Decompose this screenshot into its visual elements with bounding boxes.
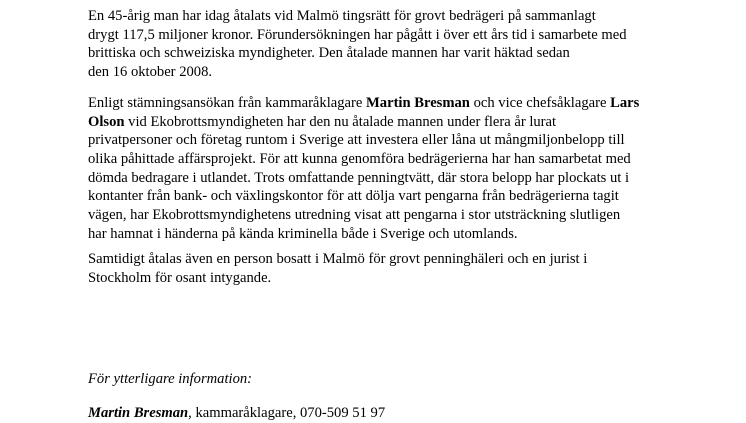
- text-line: [88, 404, 385, 423]
- text-line: [88, 94, 639, 113]
- text-line: den 16 oktober 2008.: [88, 64, 213, 81]
- text-line: dömda bedragare i utlandet. Trots omfattande penningtvätt, där stora belopp har plockats ut i: [88, 169, 630, 186]
- text-line: har hamnat i händerna på kända kriminella både i Sverige och utomlands.: [88, 225, 518, 242]
- prosecutor-name: Lars: [610, 95, 640, 111]
- contact-details: , kammaråklagare, 070-509 51 97: [188, 405, 386, 421]
- info-heading: [88, 370, 252, 389]
- text-line: olika påhittade affärsprojekt. För att kunna genomföra bedrägerierna har han samarbetat med: [88, 151, 631, 168]
- text-line: Samtidigt åtalas även en person bosatt i Malmö för grovt penninghäleri och en jurist i: [88, 251, 588, 267]
- text-fragment: Enligt stämningsansökan från kammaråklagare: [88, 95, 367, 111]
- prosecutor-name: Olson: [88, 113, 125, 130]
- text-fragment: och vice chefsåklagare: [469, 95, 611, 111]
- info-heading-text: För ytterligare information:: [88, 371, 253, 387]
- contact-line: [88, 404, 385, 423]
- paragraph-indictment: [88, 7, 627, 82]
- contact-name: Martin Bresman: [88, 405, 189, 421]
- prosecutor-name: Martin Bresman: [366, 95, 470, 111]
- text-fragment: vid Ekobrottsmyndigheten har den nu åtalade mannen under flera år lurat: [124, 113, 557, 130]
- paragraph-prosecution: [88, 94, 639, 244]
- paragraph-co-defendants: [88, 250, 587, 287]
- text-line: vägen, har Ekobrottsmyndighetens utredning visat att pengarna i stor utsträckning slutligen: [88, 207, 621, 224]
- text-line: [88, 113, 639, 132]
- text-line: brittiska och schweiziska myndigheter. Den åtalade mannen har varit häktad sedan: [88, 45, 570, 62]
- text-line: kontanter från bank- och växlingskontor för att dölja vart pengarna från bedrägerierna tagit: [88, 188, 619, 205]
- text-line: Stockholm för osant intygande.: [88, 269, 272, 286]
- text-line: privatpersoner och företag runtom i Sverige att investera eller låna ut mångmiljonbelopp till: [88, 132, 625, 149]
- text-line: En 45-årig man har idag åtalats vid Malmö tingsrätt för grovt bedrägeri på sammanlagt: [88, 8, 596, 24]
- text-line: drygt 117,5 miljoner kronor. Förundersökningen har pågått i över ett års tid i samarbete med: [88, 26, 627, 43]
